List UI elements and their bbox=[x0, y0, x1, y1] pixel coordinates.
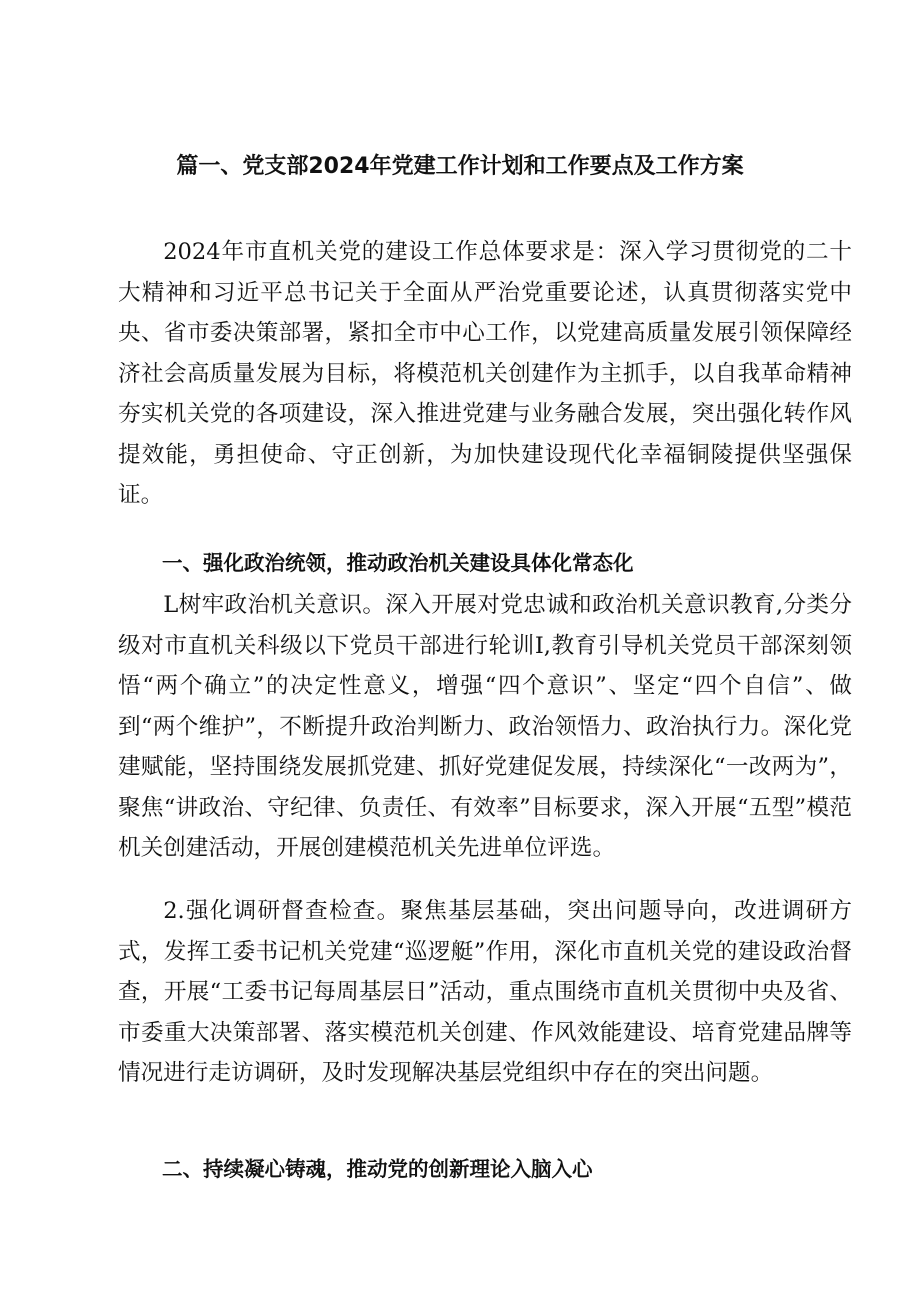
section-heading-1: 一、强化政治统领，推动政治机关建设具体化常态化 bbox=[162, 551, 634, 575]
section-heading-2: 二、持续凝心铸魂，推动党的创新理论入脑入心 bbox=[162, 1157, 593, 1181]
intro-paragraph: 2024年市直机关党的建设工作总体要求是：深入学习贯彻党的二十大精神和习近平总书记关于全面从严治党重要论述，认真贯彻落实党中央、省市委决策部署，紧扣全市中心工作，以党建高质量发展引领保障经济社会高质量发展为目标，将模范机关创建作为主抓手，以自我革命精神夯实机关党的各项建设，深入推进党建与业务融合发展，突出强化转作风提效能，勇担使命、守正创新，为加快建设现代化幸福铜陵提供坚强保证。 bbox=[118, 239, 852, 508]
document-title: 篇一、党支部2024年党建工作计划和工作要点及工作方案 bbox=[176, 154, 744, 179]
section-1-paragraph-2: 2.强化调研督查检查。聚焦基层基础，突出问题导向，改进调研方式，发挥工委书记机关党建“巡逻艇”作用，深化市直机关党的建设政治督查，开展“工委书记每周基层日”活动，重点围绕市直机关贯彻中央及省、市委重大决策部署、落实模范机关创建、作风效能建设、培育党建品牌等情况进行走访调研，及时发现解决基层党组织中存在的突出问题。 bbox=[118, 898, 852, 1086]
section-1-paragraph-1: L树牢政治机关意识。深入开展对党忠诚和政治机关意识教育,分类分级对市直机关科级以下党员干部进行轮训I,教育引导机关党员干部深刻领悟“两个确立”的决定性意义，增强“四个意识”、坚定“四个自信”、做到“两个维护”，不断提升政治判断力、政治领悟力、政治执行力。深化党建赋能，坚持围绕发展抓党建、抓好党建促发展，持续深化“一改两为”，聚焦“讲政治、守纪律、负责任、有效率”目标要求，深入开展“五型”模范机关创建活动，开展创建模范机关先进单位评选。 bbox=[118, 592, 852, 861]
